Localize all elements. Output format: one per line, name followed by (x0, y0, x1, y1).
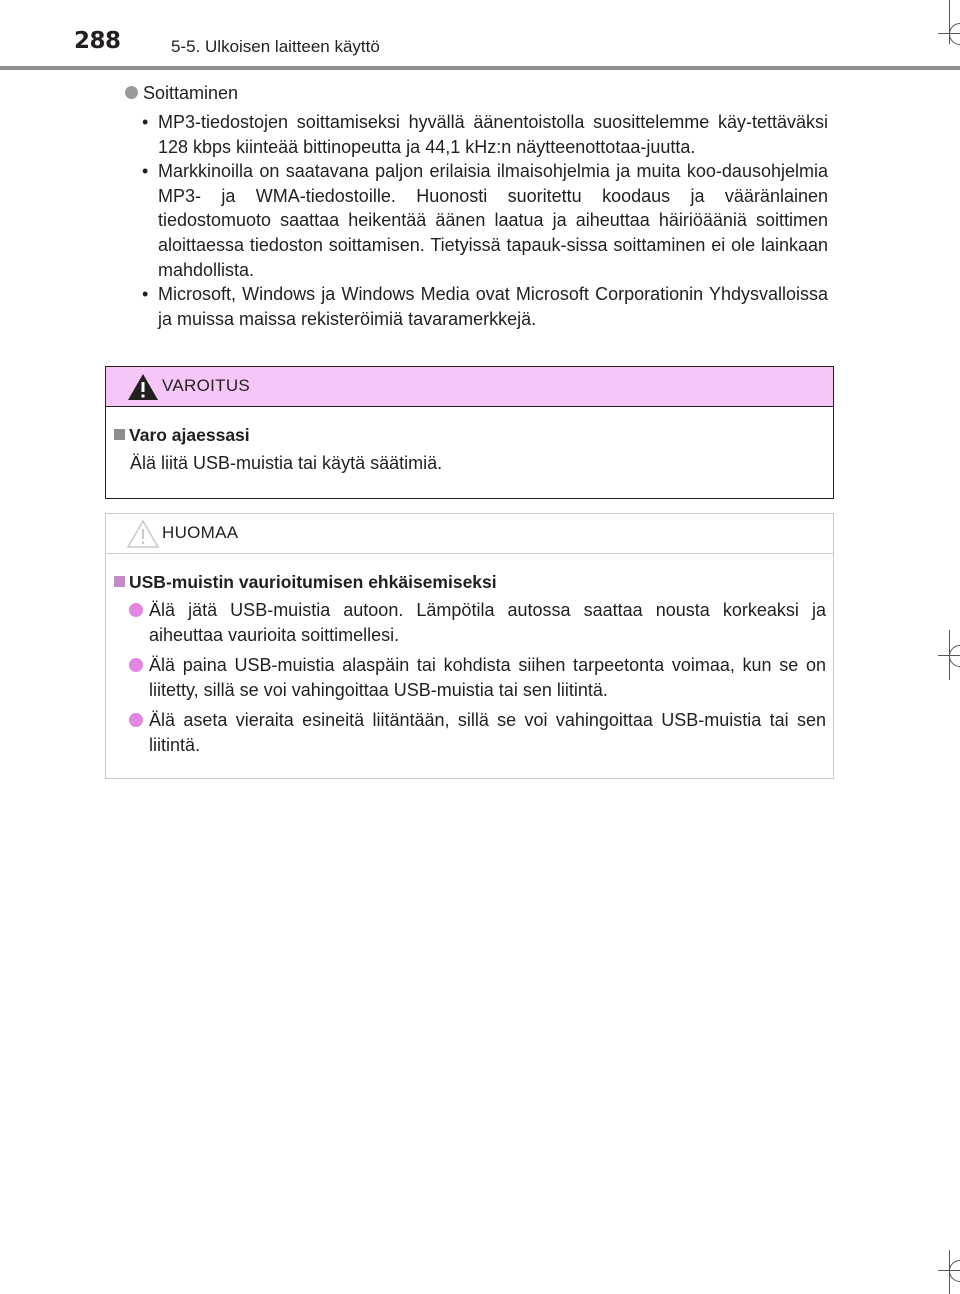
caution-triangle-icon (126, 519, 160, 549)
warning-triangle-icon (126, 372, 160, 402)
warning-heading (114, 425, 250, 446)
section-title: 5-5. Ulkoisen laitteen käyttö (171, 37, 380, 56)
bullet-dot-icon (125, 86, 138, 99)
notice-heading-text: USB-muistin vaurioitumisen ehkäisemiseksi (129, 572, 497, 592)
warning-box (105, 366, 834, 499)
warning-text: Älä liitä USB-muistia tai käytä säätimiä. (130, 453, 443, 473)
list-item: • Microsoft, Windows ja Windows Media ovat Microsoft Corporationin Yhdysvalloissa ja muissa maissa rekisteröimiä tavaramerkkejä. (140, 282, 828, 331)
warning-heading-text: Varo ajaessasi (129, 425, 250, 445)
list-item: • Markkinoilla on saatavana paljon erilaisia ilmaisohjelmia ja muita koo-dausohjelmia MP3- ja WMA-tiedostoille. Huonosti suoritettu koodaus ja vääränlainen tiedostomuoto saattaa heikentää äänen laatua ja aiheuttaa häiriöääniä soittimen aloittaessa tiedoston soittamisen. Tietyissä tapauk-sissa soittaminen ei ole lainkaan mahdollista. (140, 159, 828, 282)
section-heading (125, 83, 238, 104)
section-heading-text: Soittaminen (143, 83, 239, 103)
square-bullet-icon (114, 429, 125, 440)
notice-heading (114, 572, 497, 593)
notice-list (128, 598, 826, 763)
list-item (128, 598, 826, 647)
registration-mark-icon (938, 630, 960, 680)
notice-label: HUOMAA (162, 523, 239, 542)
notice-box (105, 513, 834, 779)
square-bullet-icon (114, 576, 125, 587)
bullet-dot-icon (129, 603, 143, 617)
bullet-dot-icon (129, 713, 143, 727)
list-item-text: Älä jätä USB-muistia autoon. Lämpötila autossa saattaa nousta korkeaksi ja aiheuttaa vaurioita soittimellesi. (149, 600, 826, 645)
notice-header (106, 514, 833, 554)
header-divider (0, 66, 960, 70)
info-list (140, 110, 828, 331)
warning-header (106, 367, 833, 407)
list-item (128, 708, 826, 757)
list-item: • MP3-tiedostojen soittamiseksi hyvällä äänentoistolla suosittelemme käy-tettäväksi 128 kbps kiinteää bittinopeutta ja 44,1 kHz:n näytteenottotaa-juutta. (140, 110, 828, 159)
warning-label: VAROITUS (162, 376, 251, 395)
bullet-dot-icon (129, 658, 143, 672)
list-item (128, 653, 826, 702)
page-number: 288 (74, 28, 121, 54)
registration-mark-icon (938, 1250, 960, 1294)
list-item-text: Älä paina USB-muistia alaspäin tai kohdista siihen tarpeetonta voimaa, kun se on liitetty, sillä se voi vahingoittaa USB-muistia tai sen liitintä. (149, 655, 826, 700)
list-item-text: Älä aseta vieraita esineitä liitäntään, sillä se voi vahingoittaa USB-muistia tai sen liitintä. (149, 710, 826, 755)
registration-mark-icon (938, 0, 960, 44)
